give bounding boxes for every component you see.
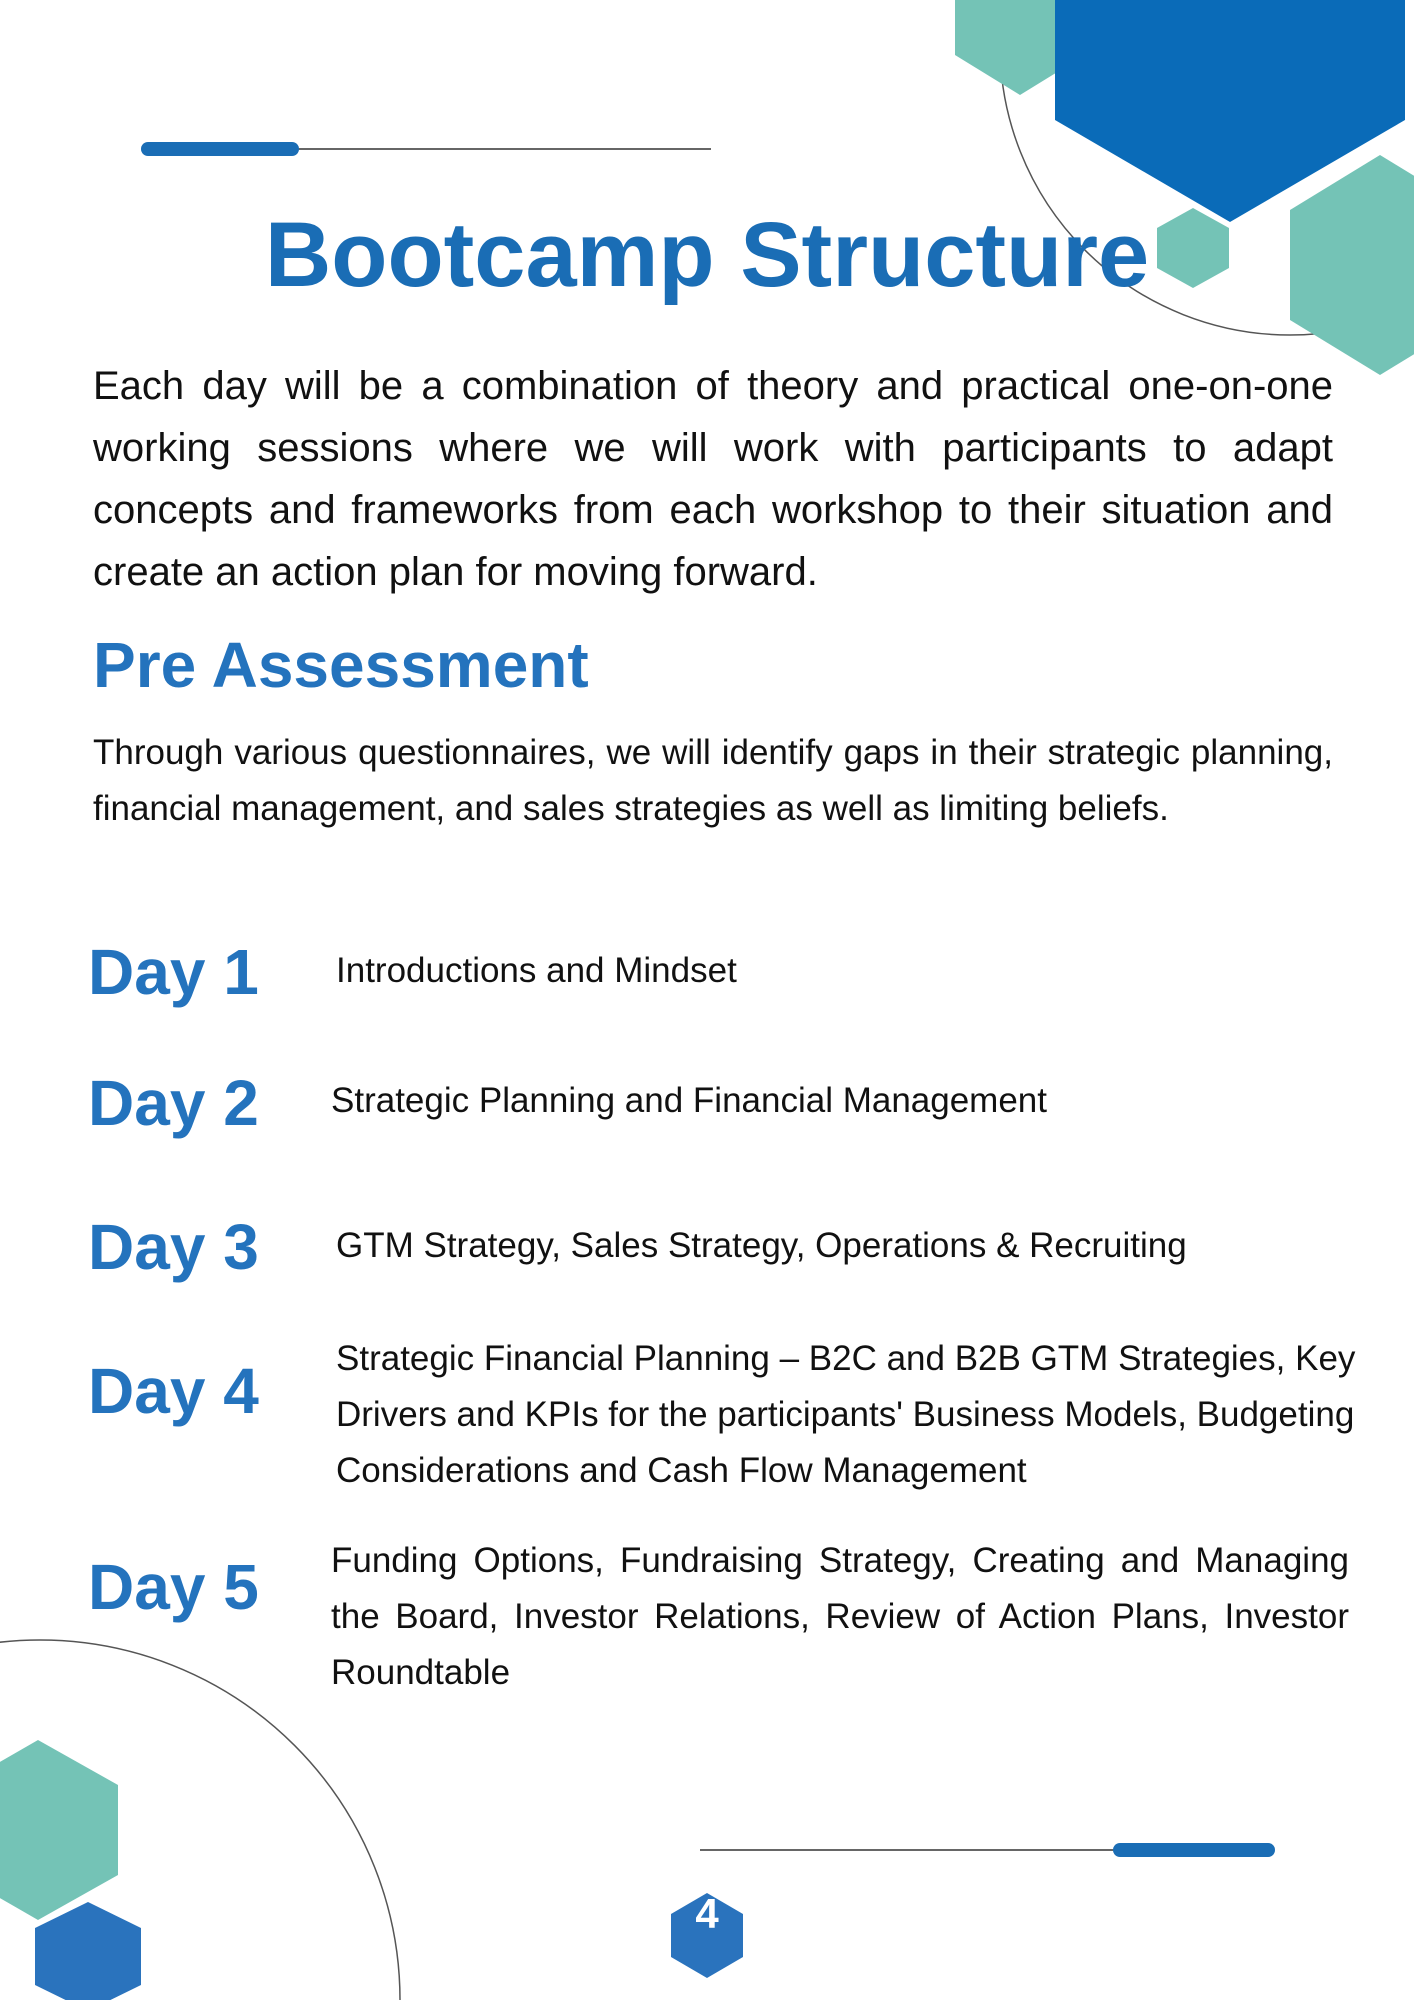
- pre-assessment-heading: Pre Assessment: [93, 629, 589, 701]
- pre-assessment-text: Through various questionnaires, we will identify gaps in their strategic planning, financial management, and sales strategies as well as limiting beliefs.: [93, 733, 1333, 828]
- day-1-description: Introductions and Mindset: [336, 951, 737, 990]
- day-2-label: Day 2: [88, 1067, 259, 1139]
- day-3-description: GTM Strategy, Sales Strategy, Operations & Recruiting: [336, 1226, 1187, 1265]
- day-3-label: Day 3: [88, 1211, 259, 1283]
- page-title: Bootcamp Structure: [264, 204, 1150, 306]
- bottom-blue-hexagon: [35, 1902, 141, 2000]
- day-4-description: Strategic Financial Planning – B2C and B2B GTM Strategies, Key Drivers and KPIs for the participants' Business Models, Budgeting Considerations and Cash Flow Management: [336, 1339, 1356, 1490]
- day-4-label: Day 4: [88, 1355, 259, 1427]
- day-2-description: Strategic Planning and Financial Management: [331, 1081, 1047, 1120]
- intro-paragraph: Each day will be a combination of theory and practical one-on-one working sessions where we will work with participants to adapt concepts and frameworks from each workshop to their situation and create an action plan for moving forward.: [93, 364, 1333, 594]
- day-5-label: Day 5: [88, 1551, 259, 1623]
- bottom-teal-hexagon: [0, 1740, 118, 1920]
- page-number: 4: [695, 1890, 719, 1937]
- day-5-description: Funding Options, Fundraising Strategy, Creating and Managing the Board, Investor Relations, Review of Action Plans, Investor Roundtable: [331, 1541, 1349, 1692]
- day-1-label: Day 1: [88, 936, 259, 1008]
